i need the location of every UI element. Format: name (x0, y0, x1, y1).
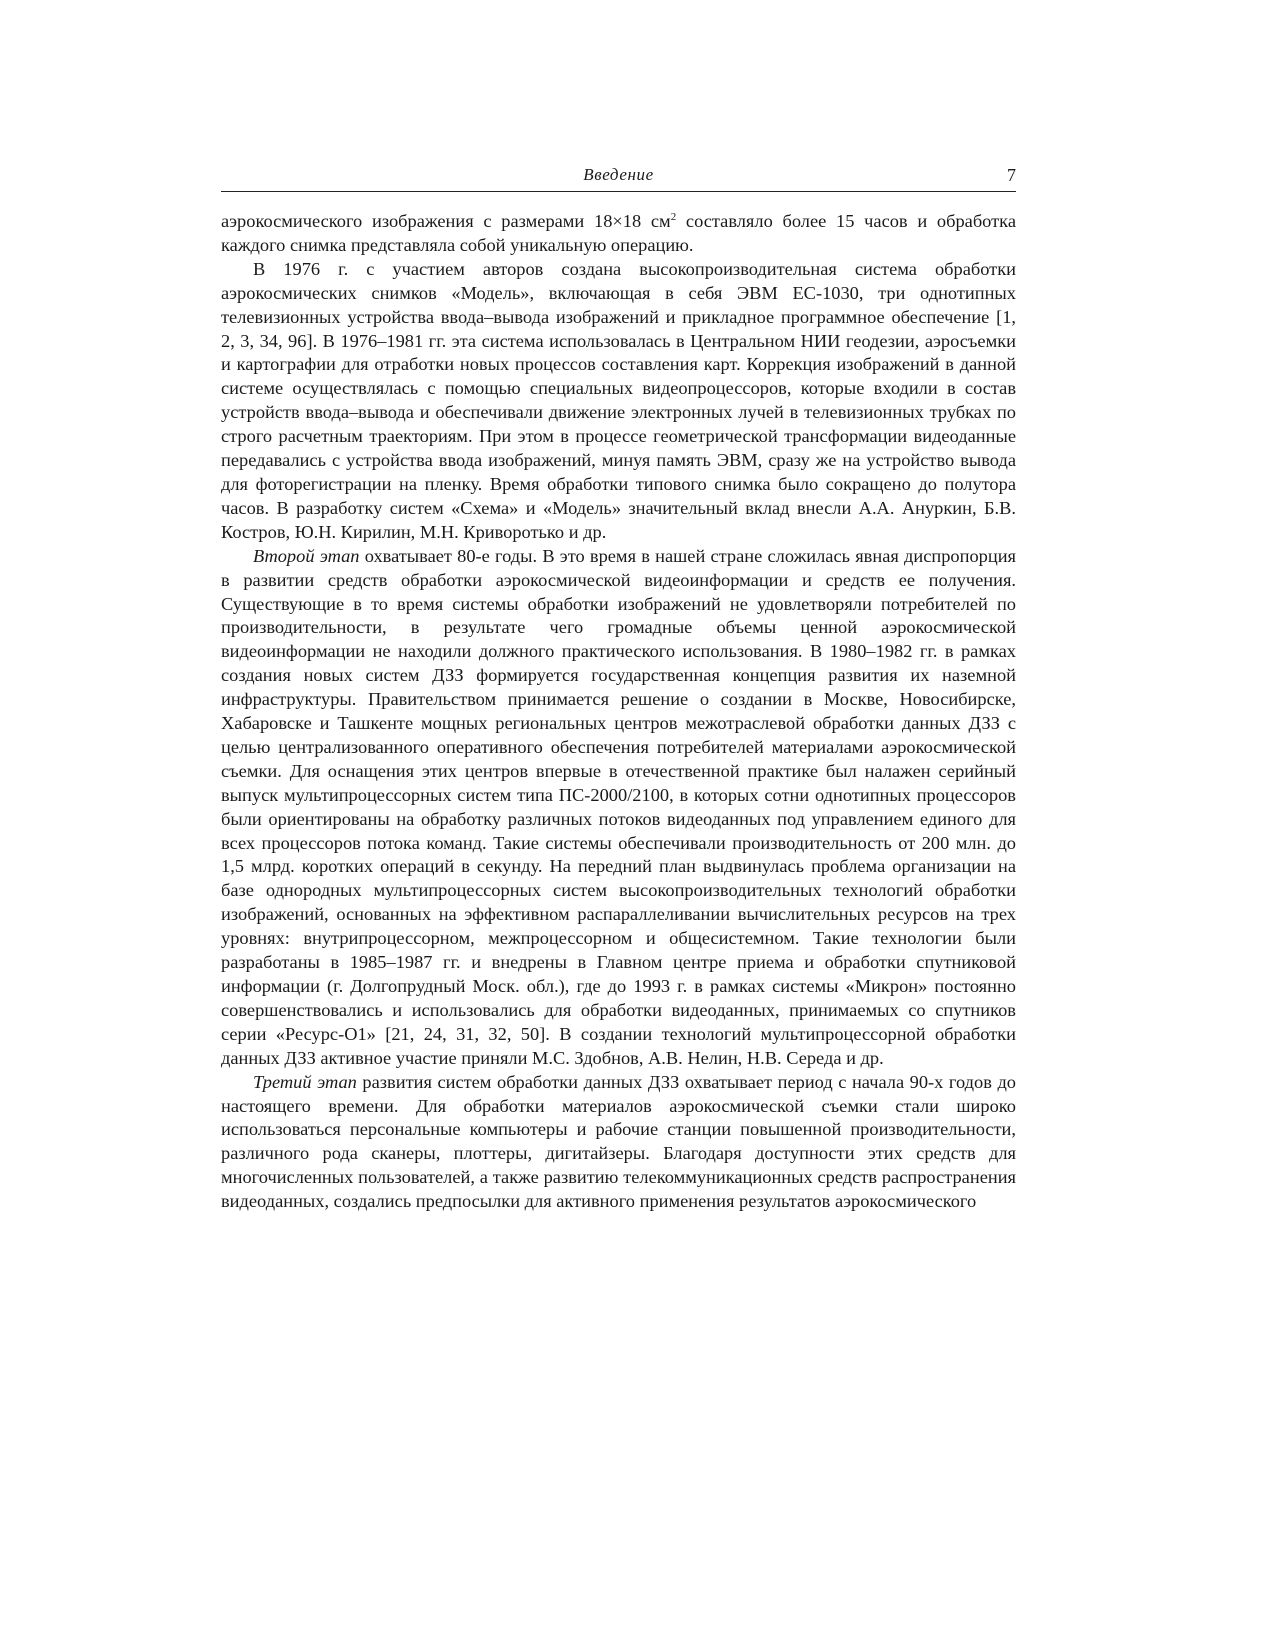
paragraph-text: аэрокосмического изображения с размерами 18×18 см (221, 211, 671, 231)
paragraph-continuation (221, 210, 1016, 258)
paragraph-text: В 1976 г. с участием авторов создана высокопроизводительная система обработки аэрокосмических снимков «Модель», включающая в себя ЭВМ ЕС-1030, три однотипных телевизионных устройства ввода–вывода изображений и прикладное программное обеспечение [1, 2, 3, 34, 96]. В 1976–1981 гг. эта система использовалась в Центральном НИИ геодезии, аэросъемки и картографии для отработки новых процессов составления карт. Коррекция изображений в данной системе осуществлялась с помощью специальных видеопроцессоров, которые входили в состав устройств ввода–вывода и обеспечивали движение электронных лучей в телевизионных трубках по строго расчетным траекториям. При этом в процессе геометрической трансформации видеоданные передавались с устройства ввода изображений, минуя память ЭВМ, сразу же на устройство вывода для фоторегистрации на пленку. Время обработки типового снимка было сокращено до полутора часов. В разработку систем «Схема» и «Модель» значительный вклад внесли А.А. Ануркин, Б.В. Костров, Ю.Н. Кирилин, М.Н. Криворотько и др. (221, 258, 1016, 542)
superscript: 2 (670, 211, 677, 223)
running-title: Введение (583, 165, 654, 184)
paragraph-text: охватывает 80-е годы. В это время в нашей стране сложилась явная диспропорция в развитии средств обработки аэрокосмической видеоинформации и средств ее получения. Существующие в то время системы обработки изображений не удовлетворяли потребителей по производительности, в результате чего громадные объемы ценной аэрокосмической видеоинформации не находили должного практического использования. В 1980–1982 гг. в рамках создания новых систем ДЗЗ формируется государственная концепция развития их наземной инфраструктуры. Правительством принимается решение о создании в Москве, Новосибирске, Хабаровске и Ташкенте мощных региональных центров межотраслевой обработки данных ДЗЗ с целью централизованного оперативного обеспечения потребителей материалами аэрокосмической съемки. Для оснащения этих центров впервые в отечественной практике был налажен серийный выпуск мультипроцессорных систем типа ПС-2000/2100, в которых сотни однотипных процессоров были ориентированы на обработку различных потоков видеоданных под управлением единого для всех процессоров потока команд. Такие системы обеспечивали производительность от 200 млн. до 1,5 млрд. коротких операций в секунду. На передний план выдвинулась проблема организации на базе однородных мультипроцессорных систем высокопроизводительных технологий обработки изображений, основанных на эффективном распараллеливании вычислительных ресурсов на трех уровнях: внутрипроцессорном, межпроцессорном и общесистемном. Такие технологии были разработаны в 1985–1987 гг. и внедрены в Главном центре приема и обработки спутниковой информации (г. Долгопрудный Моск. обл.), где до 1993 г. в рамках системы «Микрон» постоянно совершенствовались и использовались для обработки видеоданных, принимаемых со спутников серии «Ресурс-О1» [21, 24, 31, 32, 50]. В создании технологий мультипроцессорной обработки данных ДЗЗ активное участие приняли М.С. Здобнов, А.В. Нелин, Н.В. Середа и др. (221, 545, 1016, 1068)
stage-term: Второй этап (253, 545, 360, 566)
page-number: 7 (1007, 165, 1016, 185)
stage-term: Третий этап (253, 1071, 357, 1092)
paragraph-third-stage (221, 1071, 1016, 1214)
page-header (221, 165, 1016, 192)
paragraph-text: развития систем обработки данных ДЗЗ охватывает период с начала 90-х годов до настоящего времени. Для обработки материалов аэрокосмической съемки стали широко использоваться персональные компьютеры и рабочие станции повышенной производительности, различного рода сканеры, плоттеры, дигитайзеры. Благодаря доступности этих средств для многочисленных пользователей, а также развитию телекоммуникационных средств распространения видеоданных, создались предпосылки для активного применения результатов аэрокосмического (221, 1071, 1017, 1212)
text-body (221, 210, 1016, 1214)
paragraph-first-stage (221, 258, 1016, 545)
paragraph-text: составляло более 15 часов и обработка каждого снимка представляла собой уникальную операцию. (221, 211, 1016, 255)
paragraph-second-stage (221, 545, 1016, 1071)
